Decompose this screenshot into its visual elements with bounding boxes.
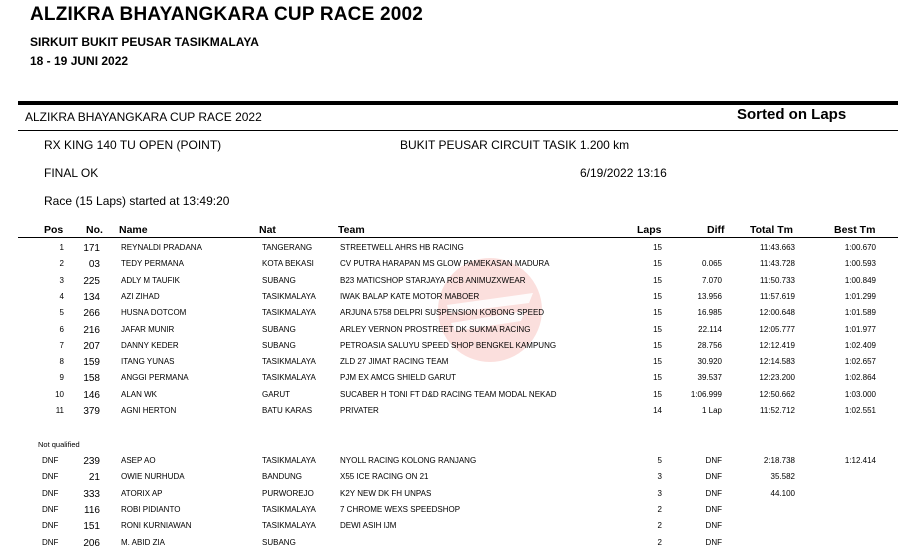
col-no: No. <box>86 224 103 236</box>
row-name: OWIE NURHUDA <box>121 472 185 482</box>
row-name: AGNI HERTON <box>121 406 177 415</box>
row-nat: PURWOREJO <box>262 488 314 498</box>
row-best: 1:01.977 <box>844 324 876 334</box>
row-total: 12:14.583 <box>759 357 795 367</box>
row-diff: DNF <box>705 521 722 531</box>
row-team: ZLD 27 JIMAT RACING TEAM <box>340 357 449 367</box>
row-nat: GARUT <box>262 389 290 399</box>
row-best: 1:00.593 <box>844 259 876 269</box>
row-name: REYNALDI PRADANA <box>121 243 202 252</box>
row-team: STREETWELL AHRS HB RACING <box>340 243 464 252</box>
row-laps: 2 <box>657 537 662 547</box>
row-no: 379 <box>83 406 100 417</box>
row-team: IWAK BALAP KATE MOTOR MABOER <box>340 291 480 301</box>
row-name: ADLY M TAUFIK <box>121 275 180 285</box>
race-info: Race (15 Laps) started at 13:49:20 <box>44 194 230 208</box>
row-total: 12:50.662 <box>759 389 795 399</box>
row-name: ALAN WK <box>121 389 158 399</box>
row-team: 7 CHROME WEXS SPEEDSHOP <box>340 504 461 514</box>
row-no: 116 <box>84 504 100 516</box>
col-nat: Nat <box>259 224 276 236</box>
row-team: CV PUTRA HARAPAN MS GLOW PAMEKASAN MADURA <box>340 259 550 269</box>
row-no: 134 <box>83 291 100 303</box>
row-pos: 10 <box>55 389 64 399</box>
row-total: 11:52.712 <box>760 406 795 415</box>
row-laps: 15 <box>653 357 662 367</box>
title-divider <box>18 130 898 131</box>
row-no: 216 <box>83 324 100 336</box>
row-laps: 3 <box>657 472 662 482</box>
row-team: K2Y NEW DK FH UNPAS <box>340 488 432 498</box>
session-datetime: 6/19/2022 13:16 <box>580 166 667 180</box>
row-diff: 7.070 <box>701 275 722 285</box>
row-total: 12:12.419 <box>759 340 795 350</box>
col-diff: Diff <box>707 224 725 236</box>
row-pos: 3 <box>59 275 64 285</box>
row-no: 171 <box>83 243 100 254</box>
row-name: M. ABID ZIA <box>121 537 166 547</box>
row-best: 1:12.414 <box>844 456 876 465</box>
row-name: JAFAR MUNIR <box>121 324 175 334</box>
row-name: HUSNA DOTCOM <box>121 308 187 318</box>
row-best: 1:02.551 <box>844 406 876 415</box>
row-nat: TASIKMALAYA <box>262 521 316 531</box>
row-diff: 13.956 <box>697 291 722 301</box>
row-name: RONI KURNIAWAN <box>121 521 192 531</box>
top-divider <box>18 101 898 105</box>
row-total: 44.100 <box>770 488 795 498</box>
col-pos: Pos <box>44 224 64 236</box>
row-no: 239 <box>83 456 100 467</box>
row-laps: 15 <box>653 243 662 252</box>
row-diff: 1 Lap <box>701 406 722 415</box>
row-team: DEWI ASIH IJM <box>340 521 397 531</box>
row-team: B23 MATICSHOP STARJAYA RCB ANIMUZXWEAR <box>340 275 526 285</box>
row-nat: TASIKMALAYA <box>262 504 316 514</box>
col-total: Total Tm <box>750 224 793 236</box>
row-name: ANGGI PERMANA <box>121 373 189 383</box>
row-total: 2:18.738 <box>763 456 795 465</box>
row-nat: TANGERANG <box>262 243 313 252</box>
row-diff: DNF <box>705 472 722 482</box>
row-no: 21 <box>88 472 100 484</box>
row-team: SUCABER H TONI FT D&D RACING TEAM MODAL NEKAD <box>340 389 557 399</box>
row-laps: 3 <box>657 488 662 498</box>
row-laps: 2 <box>657 504 662 514</box>
row-team: PJM EX AMCG SHIELD GARUT <box>340 373 457 383</box>
row-no: 206 <box>83 537 100 549</box>
row-total: 11:57.619 <box>760 291 795 301</box>
row-team: PETROASIA SALUYU SPEED SHOP BENGKEL KAMPUNG <box>340 340 557 350</box>
row-pos: DNF <box>42 521 59 531</box>
row-diff: DNF <box>705 537 722 547</box>
row-pos: DNF <box>42 537 59 547</box>
row-name: AZI ZIHAD <box>121 291 160 301</box>
row-pos: 4 <box>59 291 64 301</box>
row-name: TEDY PERMANA <box>121 259 184 269</box>
row-pos: DNF <box>42 456 59 465</box>
header-divider <box>18 237 898 238</box>
row-nat: TASIKMALAYA <box>262 308 316 318</box>
row-name: ITANG YUNAS <box>121 357 175 367</box>
event-title: ALZIKRA BHAYANGKARA CUP RACE 2002 <box>30 4 424 25</box>
class-name: RX KING 140 TU OPEN (POINT) <box>44 138 222 152</box>
row-pos: 7 <box>59 340 64 350</box>
row-pos: 6 <box>59 324 64 334</box>
row-best: 1:01.299 <box>844 291 876 301</box>
row-best: 1:01.589 <box>844 308 876 318</box>
row-nat: SUBANG <box>262 275 296 285</box>
row-laps: 2 <box>657 521 662 531</box>
row-nat: TASIKMALAYA <box>262 291 316 301</box>
row-laps: 15 <box>653 373 662 383</box>
row-pos: 2 <box>59 259 64 269</box>
row-team: ARLEY VERNON PROSTREET DK SUKMA RACING <box>340 324 531 334</box>
row-laps: 15 <box>653 259 662 269</box>
row-total: 12:05.777 <box>759 324 795 334</box>
row-diff: 0.065 <box>701 259 722 269</box>
row-total: 11:43.728 <box>760 259 795 269</box>
event-venue: SIRKUIT BUKIT PEUSAR TASIKMALAYA <box>30 35 259 49</box>
not-qualified-label: Not qualified <box>38 440 80 449</box>
race-title: ALZIKRA BHAYANGKARA CUP RACE 2022 <box>25 110 262 124</box>
row-diff: 1:06.999 <box>690 389 722 399</box>
session-name: FINAL OK <box>44 166 99 180</box>
row-diff: 16.985 <box>697 308 722 318</box>
row-best: 1:02.657 <box>844 357 876 367</box>
row-pos: 1 <box>59 243 64 252</box>
row-team: PRIVATER <box>340 406 379 415</box>
row-best: 1:00.670 <box>844 243 876 252</box>
row-pos: 8 <box>59 357 64 367</box>
row-team: X55 ICE RACING ON 21 <box>340 472 429 482</box>
row-laps: 5 <box>657 456 662 465</box>
row-diff: DNF <box>705 504 722 514</box>
row-best: 1:02.864 <box>844 373 876 383</box>
row-no: 151 <box>83 521 100 533</box>
row-nat: KOTA BEKASI <box>262 259 314 269</box>
row-total: 11:43.663 <box>760 243 795 252</box>
row-nat: SUBANG <box>262 340 296 350</box>
row-total: 11:50.733 <box>760 275 795 285</box>
row-name: DANNY KEDER <box>121 340 179 350</box>
row-diff: 39.537 <box>697 373 722 383</box>
row-nat: SUBANG <box>262 537 296 547</box>
row-laps: 15 <box>653 389 662 399</box>
row-laps: 15 <box>653 275 662 285</box>
row-diff: DNF <box>705 456 722 465</box>
row-no: 03 <box>88 259 100 271</box>
row-nat: TASIKMALAYA <box>262 456 316 465</box>
row-name: ATORIX AP <box>121 488 163 498</box>
row-team: ARJUNA 5758 DELPRI SUSPENSION KOBONG SPEED <box>340 308 545 318</box>
row-no: 207 <box>83 340 100 352</box>
row-laps: 15 <box>653 324 662 334</box>
row-total: 35.582 <box>770 472 795 482</box>
col-best: Best Tm <box>834 224 876 236</box>
row-total: 12:00.648 <box>759 308 795 318</box>
row-nat: BANDUNG <box>262 472 303 482</box>
row-diff: DNF <box>705 488 722 498</box>
row-no: 146 <box>83 389 100 401</box>
row-pos: 11 <box>55 406 64 415</box>
row-nat: SUBANG <box>262 324 296 334</box>
row-no: 158 <box>83 373 100 385</box>
row-best: 1:03.000 <box>844 389 876 399</box>
circuit-name: BUKIT PEUSAR CIRCUIT TASIK 1.200 km <box>400 138 630 152</box>
row-name: ROBI PIDIANTO <box>121 504 181 514</box>
row-no: 159 <box>83 357 100 369</box>
row-total: 12:23.200 <box>759 373 795 383</box>
event-dates: 18 - 19 JUNI 2022 <box>30 54 129 68</box>
row-nat: TASIKMALAYA <box>262 357 316 367</box>
col-laps: Laps <box>637 224 662 236</box>
row-name: ASEP AO <box>121 456 156 465</box>
row-nat: BATU KARAS <box>262 406 313 415</box>
row-no: 225 <box>83 275 100 287</box>
row-best: 1:00.849 <box>844 275 876 285</box>
row-laps: 15 <box>653 291 662 301</box>
row-no: 266 <box>83 308 100 320</box>
sort-label: Sorted on Laps <box>737 106 847 123</box>
row-pos: 9 <box>59 373 64 383</box>
row-nat: TASIKMALAYA <box>262 373 316 383</box>
row-team: NYOLL RACING KOLONG RANJANG <box>340 456 477 465</box>
row-pos: DNF <box>42 488 59 498</box>
row-pos: DNF <box>42 472 59 482</box>
col-team: Team <box>338 224 365 236</box>
row-laps: 14 <box>653 406 662 415</box>
col-name: Name <box>119 224 148 236</box>
row-pos: DNF <box>42 504 59 514</box>
row-diff: 28.756 <box>697 340 722 350</box>
row-laps: 15 <box>653 340 662 350</box>
row-no: 333 <box>83 488 100 500</box>
row-best: 1:02.409 <box>844 340 876 350</box>
row-diff: 22.114 <box>698 324 722 334</box>
row-diff: 30.920 <box>697 357 722 367</box>
row-pos: 5 <box>59 308 64 318</box>
row-laps: 15 <box>653 308 662 318</box>
